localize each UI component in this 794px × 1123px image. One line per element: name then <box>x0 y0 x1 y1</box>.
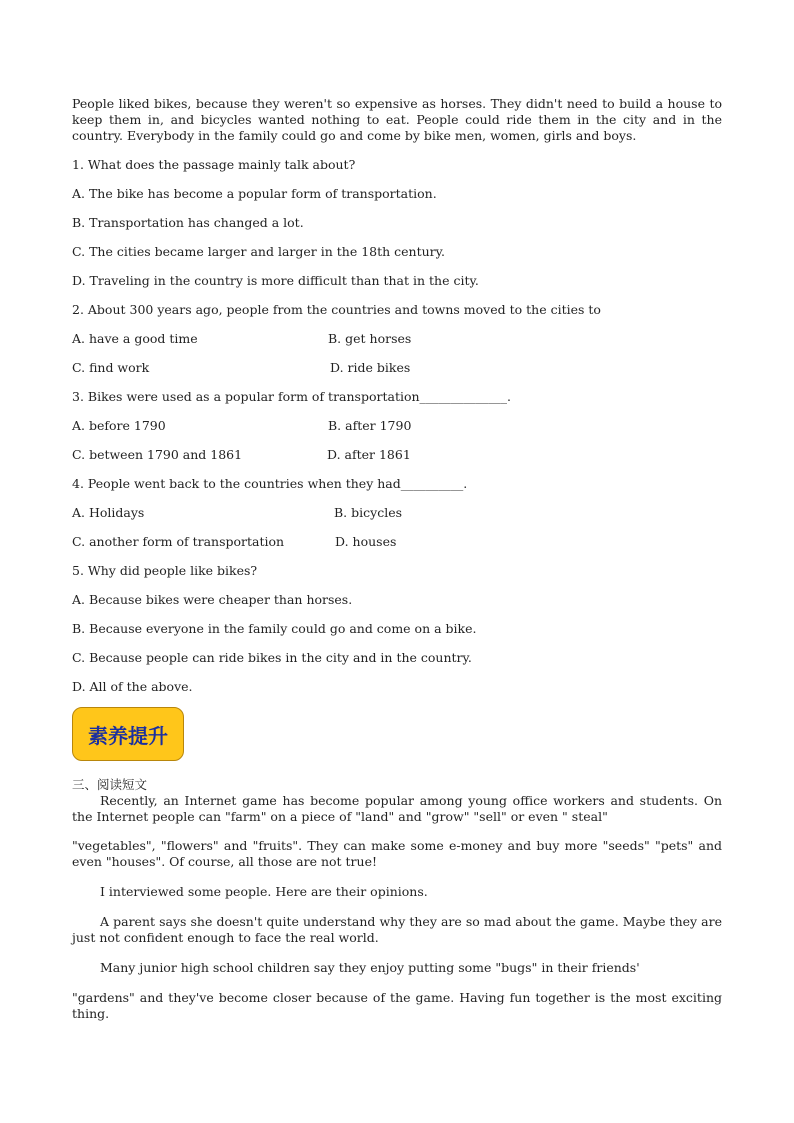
question-2: 2. About 300 years ago, people from the countries and towns moved to the cities to <box>72 302 601 317</box>
intro-paragraph: People liked bikes, because they weren't so expensive as horses. They didn't need to build a house to keep them in, and bicycles wanted nothing to eat. People could ride them in the city and in the country. Everybody in the family could go and come by bike men, women, girls and boys. <box>72 96 722 143</box>
q4-option-c: C. another form of transportation <box>72 534 285 549</box>
q2-option-a: A. have a good time <box>72 331 198 346</box>
passage-paragraph-4: A parent says she doesn't quite understand why they are so mad about the game. Maybe they are just not confident enough to face the real world. <box>72 914 722 945</box>
q1-option-a: A. The bike has become a popular form of transportation. <box>72 186 437 201</box>
q2-option-d: D. ride bikes <box>330 360 411 375</box>
q3-option-d: D. after 1861 <box>327 447 411 462</box>
q3-option-c: C. between 1790 and 1861 <box>72 447 243 462</box>
q4-options-row-1 <box>72 505 722 521</box>
question-4: 4. People went back to the countries when they had__________. <box>72 476 468 491</box>
q5-option-a: A. Because bikes were cheaper than horses. <box>72 592 353 607</box>
question-5: 5. Why did people like bikes? <box>72 563 258 578</box>
passage-paragraph-5: Many junior high school children say they enjoy putting some "bugs" in their friends' <box>100 960 640 975</box>
passage-paragraph-6: "gardens" and they've become closer because of the game. Having fun together is the most exciting thing. <box>72 990 722 1021</box>
q2-options-row-2 <box>72 360 722 376</box>
section-badge: 素养提升 <box>72 707 184 761</box>
q5-option-d: D. All of the above. <box>72 679 193 694</box>
q1-option-d: D. Traveling in the country is more difficult than that in the city. <box>72 273 479 288</box>
q3-options-row-2 <box>72 447 722 463</box>
q3-option-a: A. before 1790 <box>72 418 166 433</box>
q5-option-c: C. Because people can ride bikes in the city and in the country. <box>72 650 472 665</box>
q1-option-c: C. The cities became larger and larger in the 18th century. <box>72 244 446 259</box>
q3-option-b: B. after 1790 <box>328 418 412 433</box>
question-1: 1. What does the passage mainly talk about? <box>72 157 356 172</box>
q4-option-d: D. houses <box>335 534 397 549</box>
q4-options-row-2 <box>72 534 722 550</box>
question-3: 3. Bikes were used as a popular form of transportation______________. <box>72 389 512 404</box>
q4-option-a: A. Holidays <box>72 505 145 520</box>
q5-option-b: B. Because everyone in the family could go and come on a bike. <box>72 621 477 636</box>
document-page <box>72 96 722 1022</box>
q2-option-c: C. find work <box>72 360 150 375</box>
q1-option-b: B. Transportation has changed a lot. <box>72 215 304 230</box>
passage-paragraph-3: I interviewed some people. Here are their opinions. <box>100 884 428 899</box>
q3-options-row-1 <box>72 418 722 434</box>
q4-option-b: B. bicycles <box>334 505 403 520</box>
passage-paragraph-1: Recently, an Internet game has become popular among young office workers and students. On the Internet people can "farm" on a piece of "land" and "grow" "sell" or even " steal" <box>72 793 722 824</box>
q2-options-row-1 <box>72 331 722 347</box>
section-title: 三、阅读短文 <box>72 777 148 792</box>
q2-option-b: B. get horses <box>328 331 412 346</box>
passage-paragraph-2: "vegetables", "flowers" and "fruits". They can make some e-money and buy more "seeds" "pets" and even "houses". Of course, all those are not true! <box>72 838 722 869</box>
